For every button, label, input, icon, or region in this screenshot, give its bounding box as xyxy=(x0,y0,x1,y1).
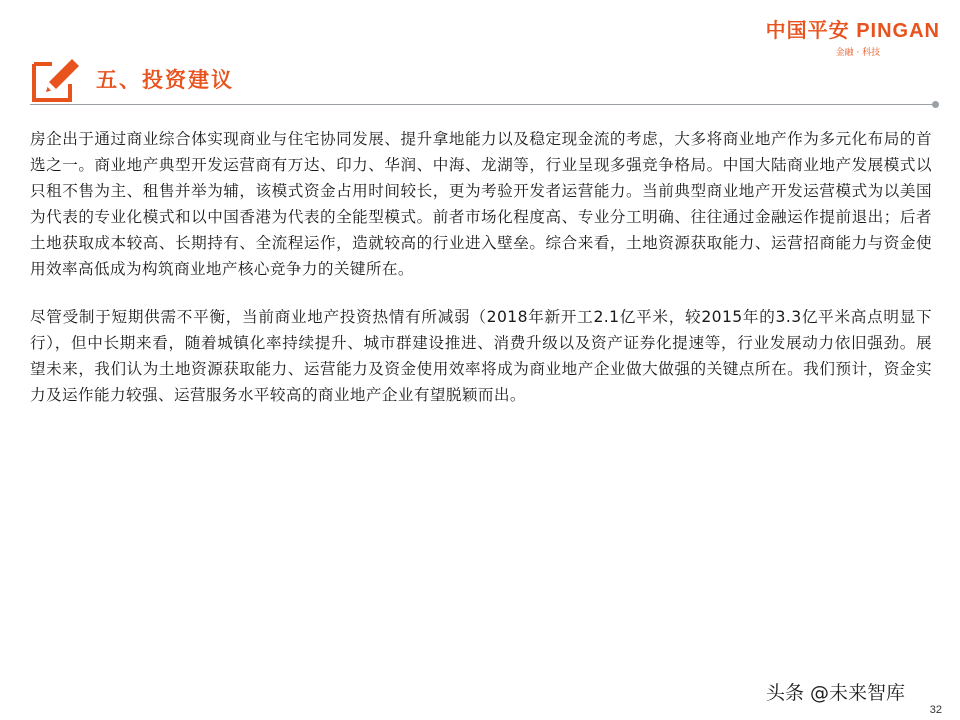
logo-text: 中国平安 PINGAN xyxy=(765,20,940,42)
pingan-logo xyxy=(766,14,940,58)
section-title: 五、投资建议 xyxy=(96,67,234,92)
page-number: 32 xyxy=(929,704,942,716)
body-paragraph: 尽管受制于短期供需不平衡，当前商业地产投资热情有所减弱（2018年新开工2.1亿平米，较2015年的3.3亿平米高点明显下行），但中长期来看，随着城镇化率持续提升、城市群建设推进、消费升级以及资产证券化提速等，行业发展动力依旧强劲。展望未来，我们认为土地资源获取能力、运营能力及资金使用效率将成为商业地产企业做大做强的关键点所在。我们预计，资金实力及运作能力较强、运营服务水平较高的商业地产企业有望脱颖而出。 xyxy=(30,308,932,404)
divider-dot xyxy=(932,101,939,108)
logo-subtitle: 金融 · 科技 xyxy=(835,48,881,58)
body-content xyxy=(30,126,932,430)
pencil-square-icon xyxy=(30,54,82,104)
body-paragraph: 房企出于通过商业综合体实现商业与住宅协同发展、提升拿地能力以及稳定现金流的考虑，大多将商业地产作为多元化布局的首选之一。商业地产典型开发运营商有万达、印力、华润、中海、龙湖等，行业呈现多强竞争格局。中国大陆商业地产发展模式以只租不售为主、租售并举为辅，该模式资金占用时间较长，更为考验开发者运营能力。当前典型商业地产开发运营模式为以美国为代表的专业化模式和以中国香港为代表的全能型模式。前者市场化程度高、专业分工明确、往往通过金融运作提前退出；后者土地获取成本较高、长期持有、全流程运作，造就较高的行业进入壁垒。综合来看，土地资源获取能力、运营招商能力与资金使用效率高低成为构筑商业地产核心竞争力的关键所在。 xyxy=(30,130,932,278)
title-divider xyxy=(30,104,935,105)
watermark: 头条 @未来智库 xyxy=(766,682,906,704)
